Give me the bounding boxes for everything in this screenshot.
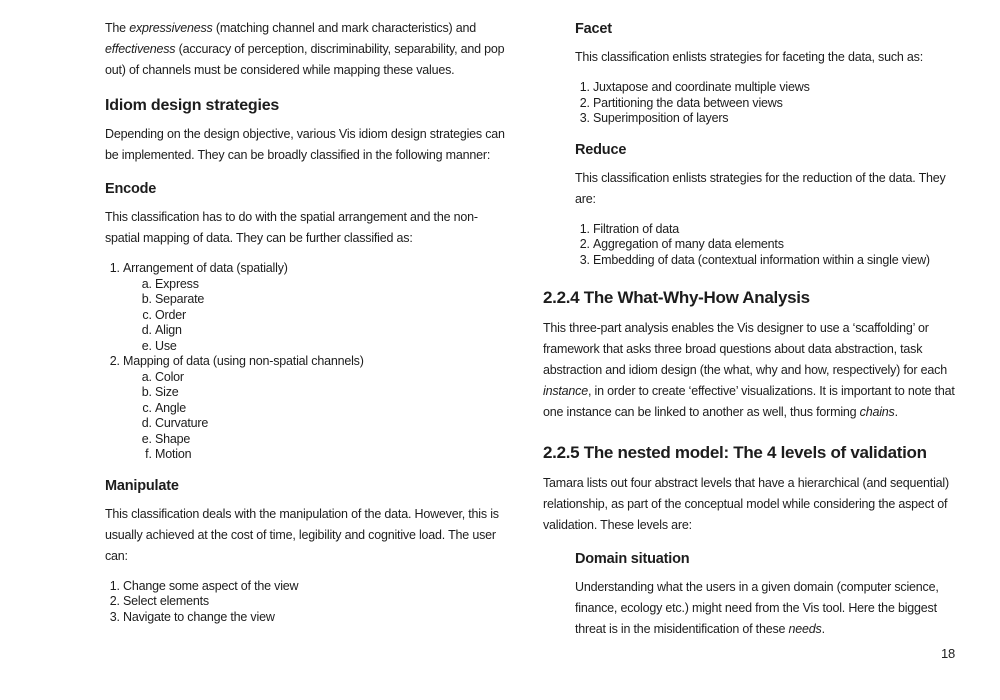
manipulate-list <box>105 579 507 626</box>
encode-list <box>105 261 507 463</box>
paragraph-reduce: This classification enlists strategies for the reduction of the data. They are: <box>575 170 946 206</box>
paragraph-encode: This classification has to do with the spatial arrangement and the non-spatial mapping of data. They can be further classified as: <box>105 210 478 245</box>
heading-reduce: Reduce <box>575 141 627 158</box>
paragraph-facet: This classification enlists strategies for faceting the data, such as: <box>575 50 923 64</box>
right-column <box>543 0 967 640</box>
heading-encode: Encode <box>105 181 157 197</box>
list-item: a. Color <box>155 370 507 386</box>
heading-manipulate: Manipulate <box>105 477 179 494</box>
list-item: 3. Embedding of data (contextual information within a single view) <box>593 253 967 269</box>
list-item: a. Express <box>155 277 507 293</box>
list-item-label: Arrangement of data (spatially) <box>123 261 288 275</box>
list-item: 2. Aggregation of many data elements <box>593 237 967 253</box>
facet-section <box>575 20 967 268</box>
paragraph-domain-situation: Understanding what the users in a given domain (computer science, finance, ecology etc.) might need from the Vis tool. Here the biggest threat is in the misidentification of these needs. <box>575 580 939 636</box>
reduce-list <box>575 222 967 269</box>
list-item: f. Motion <box>155 447 507 463</box>
list-item: e. Shape <box>155 432 507 448</box>
list-item: b. Size <box>155 385 507 401</box>
list-item: 1. Filtration of data <box>593 222 967 238</box>
list-item: 3. Superimposition of layers <box>593 111 967 127</box>
list-item: d. Align <box>155 323 507 339</box>
list-item: c. Order <box>155 308 507 324</box>
heading-idiom-design-strategies: Idiom design strategies <box>105 97 280 114</box>
arrangement-sublist <box>123 277 507 355</box>
paragraph-section-224: This three-part analysis enables the Vis designer to use a ‘scaffolding’ or framework that asks three broad questions about data abstraction, task abstraction and idiom design (the what, why and how, respectively) for each instance, in order to create ‘effective’ visualizations. It is important to note that one instance can be linked to another as well, thus forming chains. <box>543 321 955 419</box>
list-item: 3. Navigate to change the view <box>123 610 507 626</box>
facet-list <box>575 80 967 127</box>
mapping-sublist <box>123 370 507 463</box>
list-item-mapping <box>123 354 507 463</box>
list-item-arrangement <box>123 261 507 354</box>
paragraph-idiom-intro: Depending on the design objective, various Vis idiom design strategies can be implemented. They can be broadly classified in the following manner: <box>105 127 505 162</box>
heading-facet: Facet <box>575 21 612 37</box>
heading-section-225: 2.2.5 The nested model: The 4 levels of validation <box>543 443 927 462</box>
domain-situation-section <box>575 550 967 640</box>
paragraph-expressiveness: The expressiveness (matching channel and mark characteristics) and effectiveness (accuracy of perception, discriminability, separability, and pop out) of channels must be considered while mapping these values. <box>105 21 505 77</box>
paragraph-manipulate: This classification deals with the manipulation of the data. However, this is usually achieved at the cost of time, legibility and cognitive load. The user can: <box>105 506 499 563</box>
page-number: 18 <box>941 646 956 661</box>
list-item: b. Separate <box>155 292 507 308</box>
list-item: e. Use <box>155 339 507 355</box>
list-item: 1. Change some aspect of the view <box>123 579 507 595</box>
list-item: 2. Select elements <box>123 594 507 610</box>
paragraph-section-225: Tamara lists out four abstract levels that have a hierarchical (and sequential) relationship, as part of the conceptual model while considering the aspect of validation. These levels are: <box>543 476 949 532</box>
heading-domain-situation: Domain situation <box>575 551 690 567</box>
list-item-label: Mapping of data (using non-spatial channels) <box>123 354 364 368</box>
list-item: c. Angle <box>155 401 507 417</box>
list-item: 1. Juxtapose and coordinate multiple views <box>593 80 967 96</box>
heading-section-224: 2.2.4 The What-Why-How Analysis <box>543 288 810 307</box>
left-column <box>105 0 507 639</box>
list-item: 2. Partitioning the data between views <box>593 96 967 112</box>
list-item: d. Curvature <box>155 416 507 432</box>
